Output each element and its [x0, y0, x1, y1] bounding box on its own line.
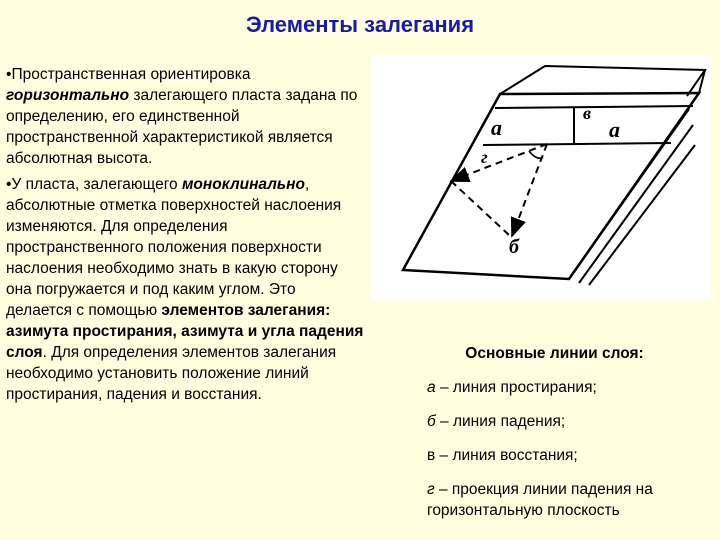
emphasis-term: моноклинально — [181, 176, 305, 193]
dip-projection-line — [451, 144, 547, 181]
page-title: Элементы залегания — [245, 12, 475, 37]
layer-top-surface — [403, 93, 699, 279]
layer-thickness-line — [589, 145, 695, 285]
legend-letter: а — [427, 379, 436, 396]
vertical-drop-line — [451, 181, 509, 235]
bedding-diagram-svg — [371, 55, 711, 299]
legend-text: – линия простирания; — [439, 379, 597, 396]
label-strike-left: а — [491, 115, 502, 140]
legend-item-strike — [427, 377, 717, 398]
emphasis-term: горизонтально — [6, 87, 130, 104]
paragraph-text: У пласта, залегающего — [11, 176, 178, 193]
paragraph-text: Пространственная ориентировка — [11, 66, 251, 83]
paragraph-text: . Для определения элементов залегания необходимо установить положение линий простирания, падения и восстания. — [6, 344, 337, 403]
legend-letter: в — [427, 447, 436, 464]
bold-phrase: элементов залегания: азимута простирания, азимута и угла падения слоя — [6, 302, 364, 361]
paragraph-text: залегающего пласта задана по определению, его единственной пространственной характеристикой является абсолютная высота. — [6, 87, 358, 167]
bullet: • — [6, 176, 12, 193]
legend — [427, 343, 717, 534]
legend-item-rise — [427, 445, 717, 466]
label-rise: в — [583, 103, 592, 123]
label-strike-right: а — [609, 117, 620, 142]
paragraph-monoclinal — [6, 174, 364, 405]
legend-letter: г — [427, 481, 435, 498]
legend-letter: б — [427, 413, 436, 430]
label-dip: б — [509, 236, 519, 258]
legend-item-projection — [427, 479, 717, 521]
paragraph-horizontal — [6, 64, 364, 169]
dip-angle-arc — [529, 151, 543, 158]
paragraph-text: , абсолютные отметка поверхностей наслоения изменяются. Для определения пространственного положения поверхности наслоения необходимо знать в какую сторону она погружается и под каким углом. Это делается с помощью — [6, 176, 342, 319]
strike-line-lower — [483, 143, 671, 145]
layer-thickness-line — [579, 125, 693, 283]
bedding-diagram — [371, 55, 711, 299]
legend-text: – проекция линии падения на горизонтальную плоскость — [427, 481, 653, 519]
legend-text: – линия восстания; — [439, 447, 578, 464]
label-projection: г — [481, 147, 488, 167]
layer-thickness-line — [569, 109, 689, 279]
legend-heading: Основные линии слоя: — [465, 345, 644, 362]
strike-line-upper — [495, 106, 693, 108]
bullet: • — [6, 66, 12, 83]
text-column — [6, 64, 364, 410]
legend-item-dip — [427, 411, 717, 432]
legend-text: – линия падения; — [440, 413, 566, 430]
layer-back-edge — [500, 66, 705, 96]
